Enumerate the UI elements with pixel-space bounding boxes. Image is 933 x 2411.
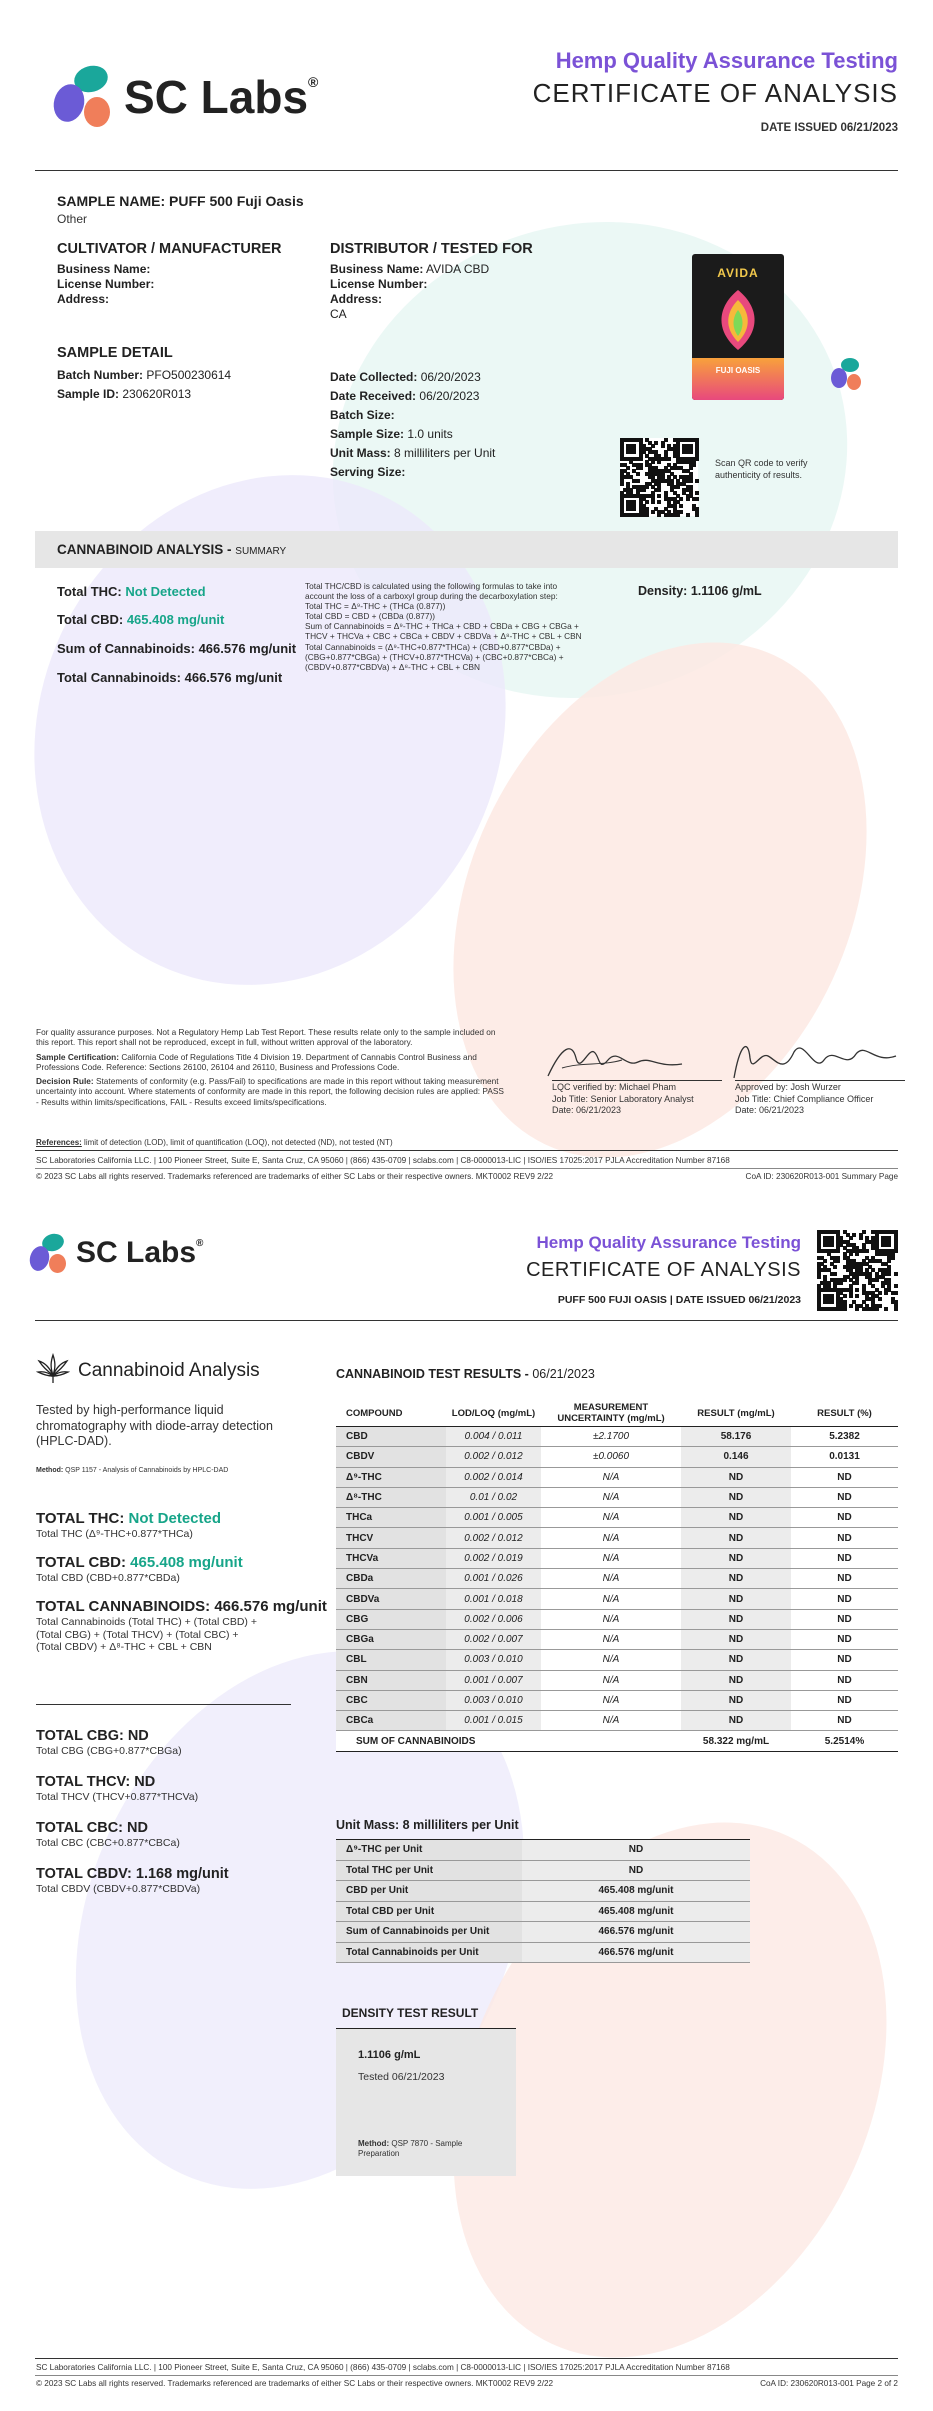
qr-module [887,1272,891,1276]
compound-cell: CBC [336,1690,446,1710]
per-unit-row [336,1942,750,1963]
result-mgml-cell: ND [681,1508,791,1528]
summary-total-thc: Total THC: Not Detected [57,584,206,599]
page2-footer-coa-id: CoA ID: 230620R013-001 Page 2 of 2 [760,2379,898,2388]
qr-module [679,504,683,508]
lod-loq-cell: 0.002 / 0.014 [446,1467,541,1487]
qr-module [695,491,699,495]
result-mgml-cell: 58.176 [681,1427,791,1447]
result-mgml-cell: ND [681,1670,791,1690]
density-method: Method: QSP 7870 - Sample Preparation [358,2139,463,2158]
sample-size-label: Sample Size: [330,427,405,441]
per-unit-row [336,1840,750,1861]
col-result-pct: RESULT (%) [791,1400,898,1427]
product-line-title-2: Hemp Quality Assurance Testing [536,1233,801,1252]
cultivator-address-label: Address: [57,292,110,306]
compound-cell: CBGa [336,1629,446,1649]
result-pct-cell: ND [791,1670,898,1690]
mini-logo-dot-coral [847,374,861,390]
total-cbdv-formula: Total CBDV (CBDV+0.877*CBDVa) [36,1883,201,1895]
results-row [336,1548,898,1568]
density-box [336,2028,516,2176]
compound-cell: Δ⁹-THC [336,1467,446,1487]
qr-module [642,488,646,492]
decision-rule: Decision Rule: Statements of conformity (e.g. Pass/Fail) to specifications are made in this report without taking measurement uncertainty into account. Where statements of conformity are made in this report, the following decision rules are applied: PASS - Results within limits/specifications, FAIL - Results exceed limits/specifications. [36,1076,504,1107]
results-row [336,1650,898,1670]
per-unit-label: CBD per Unit [336,1881,522,1902]
cultivator-section [57,240,337,307]
lod-loq-cell: 0.001 / 0.005 [446,1508,541,1528]
total-cbd: TOTAL CBD: 465.408 mg/unit [36,1554,243,1571]
qr-module [884,1307,888,1311]
lod-loq-cell: 0.001 / 0.007 [446,1670,541,1690]
qr-module [875,1278,879,1282]
qr-module [657,460,661,464]
logo-small-wordmark: SC Labs® [76,1236,204,1269]
result-pct-cell: 5.2382 [791,1427,898,1447]
distributor-address-value: CA [330,307,347,321]
total-cbc: TOTAL CBC: ND [36,1820,148,1836]
date-collected-label: Date Collected: [330,370,418,384]
qr-module [695,497,699,501]
result-pct-cell: ND [791,1629,898,1649]
result-mgml-cell: 0.146 [681,1447,791,1467]
total-thcv-formula: Total THCV (THCV+0.877*THCVa) [36,1791,199,1803]
sum-pct: 5.2514% [791,1731,898,1751]
left-totals [36,1510,336,1654]
summary-density: Density: 1.1106 g/mL [638,584,762,598]
page2-footer-copyright: © 2023 SC Labs all rights reserved. Trademarks referenced are trademarks of either SC Labs or their respective owners. MKT0002 REV9 2/22 [36,2379,554,2388]
lod-loq-cell: 0.001 / 0.015 [446,1711,541,1731]
compound-cell: CBL [336,1650,446,1670]
lod-loq-cell: 0.003 / 0.010 [446,1690,541,1710]
density-value: 1.1106 g/mL [358,2049,421,2061]
qr-module [657,500,661,504]
qr-module [639,457,643,461]
qr-module [855,1307,859,1311]
compound-cell: CBG [336,1609,446,1629]
unit-mass-label: Unit Mass: [330,446,391,460]
uncertainty-cell: N/A [541,1528,681,1548]
footer-divider [35,1150,898,1151]
per-unit-value: 466.576 mg/unit [522,1942,750,1963]
result-pct-cell: ND [791,1569,898,1589]
sample-detail-section [57,344,327,402]
logo-small-dot-coral [49,1254,66,1273]
qr-module [651,510,655,514]
date-received-value: 06/20/2023 [419,389,480,403]
results-row [336,1467,898,1487]
lod-loq-cell: 0.002 / 0.012 [446,1447,541,1467]
col-lod-loq: LOD/LOQ (mg/mL) [446,1400,541,1427]
qr-module [836,1249,840,1253]
qr-module [884,1291,888,1295]
qr-module [645,513,649,517]
qr-module [894,1307,898,1311]
sample-id-label: Sample ID: [57,387,120,401]
result-pct-cell: ND [791,1589,898,1609]
per-unit-row [336,1901,750,1922]
verification-qr-code-2[interactable] [817,1230,897,1310]
mini-logo-dot-purple [831,368,847,388]
per-unit-label: Total THC per Unit [336,1860,522,1881]
header-divider [35,170,898,171]
per-unit-value: 465.408 mg/unit [522,1881,750,1902]
certificate-title-2: CERTIFICATE OF ANALYSIS [526,1259,801,1281]
qr-module [667,457,671,461]
uncertainty-cell: N/A [541,1629,681,1649]
logo-dot-coral [84,97,110,127]
product-brand-text: AVIDA [717,266,759,280]
uncertainty-cell: N/A [541,1508,681,1528]
compound-cell: CBCa [336,1711,446,1731]
summary-totals [57,584,307,686]
results-row [336,1447,898,1467]
references-line: References: limit of detection (LOD), limit of quantification (LOQ), not detected (ND), not tested (NT) [36,1138,393,1147]
results-row [336,1711,898,1731]
mini-logo [829,356,869,396]
disclaimer-block [36,1027,506,1107]
sample-id-value: 230620R013 [122,387,192,401]
results-row [336,1670,898,1690]
results-row [336,1487,898,1507]
per-unit-value: 466.576 mg/unit [522,1922,750,1943]
qr-module [833,1265,837,1269]
result-pct-cell: ND [791,1528,898,1548]
per-unit-label: Total CBD per Unit [336,1901,522,1922]
qa-disclaimer: For quality assurance purposes. Not a Regulatory Hemp Lab Test Report. These results relate only to the sample included on this report. This report shall not be reproduced, except in full, without written approval of the laboratory. [36,1027,496,1048]
qr-module [676,513,680,517]
qr-module [695,513,699,517]
date-collected-value: 06/20/2023 [420,370,481,384]
results-row [336,1589,898,1609]
per-unit-row [336,1922,750,1943]
result-mgml-cell: ND [681,1528,791,1548]
hplc-description: Tested by high-performance liquid chromatography with diode-array detection (HPLC-DAD). [36,1403,273,1448]
col-compound: COMPOUND [336,1400,446,1427]
results-header-row [336,1400,898,1427]
uncertainty-cell: N/A [541,1589,681,1609]
qr-module [839,1281,843,1285]
results-row [336,1609,898,1629]
total-cannabinoids-formula: Total Cannabinoids (Total THC) + (Total CBD) + (Total CBG) + (Total THCV) + (Total CBC) + (Total CBDV) + Δ⁸-THC + CBL + CBN [36,1616,257,1653]
qr-module [894,1291,898,1295]
product-line-title: Hemp Quality Assurance Testing [555,48,898,73]
sum-of-cannabinoids-row [336,1731,898,1751]
compound-cell: CBDVa [336,1589,446,1609]
verification-qr-code[interactable] [620,438,698,516]
distributor-section [330,240,630,322]
per-unit-value: ND [522,1840,750,1861]
cannabinoid-analysis-heading: Cannabinoid Analysis [78,1360,260,1381]
compound-cell: CBDV [336,1447,446,1467]
distributor-license-label: License Number: [330,277,428,291]
qr-module [657,488,661,492]
qr-module [686,497,690,501]
result-pct-cell: ND [791,1609,898,1629]
product-flavor-band [692,358,784,400]
product-image [692,254,784,400]
result-mgml-cell: ND [681,1629,791,1649]
footer-coa-id: CoA ID: 230620R013-001 Summary Page [745,1172,898,1181]
qr-module [859,1236,863,1240]
footer-copyright: © 2023 SC Labs all rights reserved. Trademarks referenced are trademarks of either SC Labs or their respective owners. MKT0002 REV9 2/22 [36,1172,554,1181]
sample-size-value: 1.0 units [407,427,453,441]
qr-module [855,1281,859,1285]
distributor-address-label: Address: [330,292,383,306]
qr-module [894,1284,898,1288]
lod-loq-cell: 0.002 / 0.019 [446,1548,541,1568]
per-unit-label: Δ⁹-THC per Unit [336,1840,522,1861]
lod-loq-cell: 0.002 / 0.012 [446,1528,541,1548]
uncertainty-cell: ±2.1700 [541,1427,681,1447]
sc-labs-logo-small [30,1232,210,1280]
footer-address: SC Laboratories California LLC. | 100 Pioneer Street, Suite E, Santa Cruz, CA 95060 | (866) 435-0709 | sclabs.com | C8-0000013-LIC | ISO/IES 17025:2017 PJLA Accreditation Number 87168 [36,1156,730,1165]
date-received-label: Date Received: [330,389,417,403]
total-cannabinoids: TOTAL CANNABINOIDS: 466.576 mg/unit [36,1598,327,1615]
total-thc-formula: Total THC (Δ⁹-THC+0.877*THCa) [36,1528,193,1540]
qr-module [865,1249,869,1253]
cannabis-leaf-icon [36,1353,70,1387]
compound-cell: CBD [336,1427,446,1447]
per-unit-row [336,1881,750,1902]
uncertainty-cell: N/A [541,1548,681,1568]
distributor-heading: DISTRIBUTOR / TESTED FOR [330,241,533,257]
result-mgml-cell: ND [681,1711,791,1731]
result-pct-cell: 0.0131 [791,1447,898,1467]
qr-module [676,485,680,489]
sample-detail-heading: SAMPLE DETAIL [57,345,173,361]
qr-module [830,1243,834,1247]
cannabinoid-results-table [336,1400,898,1752]
total-cbdv: TOTAL CBDV: 1.168 mg/unit [36,1866,229,1882]
result-mgml-cell: ND [681,1650,791,1670]
signature-block-2: Approved by: Josh Wurzer Job Title: Chief Compliance Officer Date: 06/21/2023 [735,1080,905,1117]
result-mgml-cell: ND [681,1690,791,1710]
qr-module [878,1297,882,1301]
sample-certification: Sample Certification: California Code of Regulations Title 4 Division 19. Department of Cannabis Control Business and Professions Code. Reference: Sections 26100, 26104 and 26110, Business and Professions Code. [36,1051,477,1072]
density-tested-date: Tested 06/21/2023 [358,2071,445,2083]
qr-module [657,494,661,498]
total-cbg-formula: Total CBG (CBG+0.877*CBGa) [36,1745,182,1757]
uncertainty-cell: ±0.0060 [541,1447,681,1467]
batch-number-label: Batch Number: [57,368,144,382]
compound-cell: Δ⁸-THC [336,1487,446,1507]
unit-mass-value: 8 milliliters per Unit [394,446,496,460]
lod-loq-cell: 0.003 / 0.010 [446,1650,541,1670]
batch-number-value: PFO500230614 [146,368,232,382]
col-result-mgml: RESULT (mg/mL) [681,1400,791,1427]
qr-module [689,479,693,483]
uncertainty-cell: N/A [541,1670,681,1690]
compound-cell: CBN [336,1670,446,1690]
per-unit-row [336,1860,750,1881]
lod-loq-cell: 0.002 / 0.007 [446,1629,541,1649]
qr-module [875,1307,879,1311]
qr-module [894,1272,898,1276]
result-mgml-cell: ND [681,1609,791,1629]
uncertainty-cell: N/A [541,1690,681,1710]
qr-module [836,1259,840,1263]
per-unit-label: Total Cannabinoids per Unit [336,1942,522,1963]
compound-cell: THCa [336,1508,446,1528]
signature-josh-wurzer [724,1034,904,1084]
logo-wordmark: SC Labs® [124,71,319,123]
footer-divider-2 [35,1168,898,1169]
compound-cell: THCV [336,1528,446,1548]
sample-name: SAMPLE NAME: PUFF 500 Fuji Oasis [57,193,304,209]
lod-loq-cell: 0.001 / 0.018 [446,1589,541,1609]
results-row [336,1569,898,1589]
distributor-business-label: Business Name: [330,262,424,276]
qr-module [651,500,655,504]
per-unit-value: ND [522,1860,750,1881]
qr-module [855,1294,859,1298]
total-thc: TOTAL THC: Not Detected [36,1510,222,1527]
qr-caption: Scan QR code to verify authenticity of results. [715,458,808,480]
summary-total-cannabinoids: Total Cannabinoids: 466.576 mg/unit [57,670,283,685]
lod-loq-cell: 0.01 / 0.02 [446,1487,541,1507]
formula-notes: Total THC/CBD is calculated using the following formulas to take into account the loss of a carboxyl group during the decarboxylation step: Total THC = Δ⁹-THC + (THCa (0.877)) Total CBD = CBD + (CBDa (0.877)) Sum of Cannabinoids = Δ⁹-THC + THCa + CBD + CBDa + CBG + CBGa + THCV + THCVa + CBC + CBCa + CBDV + CBDVa + Δ⁸-THC + CBL + CBN Total Cannabinoids = (Δ⁹-THC+0.877*THCa) + (CBD+0.877*CBDa) + (CBG+0.877*CBGa) + (THCV+0.877*THCVa) + (CBC+0.877*CBCa) + (CBDV+0.877*CBDVa) + Δ⁸-THC + CBL + CBN [305,581,582,672]
uncertainty-cell: N/A [541,1467,681,1487]
result-mgml-cell: ND [681,1487,791,1507]
uncertainty-cell: N/A [541,1650,681,1670]
result-mgml-cell: ND [681,1548,791,1568]
test-results-heading: CANNABINOID TEST RESULTS - 06/21/2023 [336,1367,595,1381]
per-unit-value: 465.408 mg/unit [522,1901,750,1922]
qr-module [855,1252,859,1256]
qr-module [657,513,661,517]
summary-heading: CANNABINOID ANALYSIS - SUMMARY [57,542,287,557]
results-row [336,1629,898,1649]
qr-module [639,466,643,470]
uncertainty-cell: N/A [541,1487,681,1507]
result-pct-cell: ND [791,1711,898,1731]
qr-module [843,1307,847,1311]
batch-size-label: Batch Size: [330,408,395,422]
qr-module [636,472,640,476]
per-unit-table [336,1839,750,1963]
qr-module [632,450,636,454]
result-mgml-cell: ND [681,1569,791,1589]
qr-module [855,1288,859,1292]
uncertainty-cell: N/A [541,1569,681,1589]
qr-module [632,507,636,511]
qr-module [887,1243,891,1247]
result-pct-cell: ND [791,1487,898,1507]
signature-michael-pham [542,1038,692,1083]
result-pct-cell: ND [791,1508,898,1528]
results-row [336,1427,898,1447]
product-flavor-text: FUJI OASIS [715,366,761,375]
results-row [336,1508,898,1528]
compound-cell: THCVa [336,1548,446,1568]
total-cbd-formula: Total CBD (CBD+0.877*CBDa) [36,1572,180,1584]
summary-total-cbd: Total CBD: 465.408 mg/unit [57,612,225,627]
lod-loq-cell: 0.004 / 0.011 [446,1427,541,1447]
uncertainty-cell: N/A [541,1609,681,1629]
sum-label: SUM OF CANNABINOIDS [336,1731,681,1751]
summary-sum-cannabinoids: Sum of Cannabinoids: 466.576 mg/unit [57,641,297,656]
serving-size-label: Serving Size: [330,465,406,479]
cultivator-license-label: License Number: [57,277,155,291]
left-column-divider [36,1704,291,1705]
page2-subline: PUFF 500 FUJI OASIS | DATE ISSUED 06/21/2023 [557,1294,801,1306]
compound-cell: CBDa [336,1569,446,1589]
sum-mgml: 58.322 mg/mL [681,1731,791,1751]
coa-detail-page [0,1210,933,2411]
qr-module [636,479,640,483]
col-uncertainty: MEASUREMENT UNCERTAINTY (mg/mL) [541,1400,681,1427]
results-row [336,1690,898,1710]
distributor-business-value: AVIDA CBD [426,262,490,276]
qr-module [686,513,690,517]
qr-module [817,1275,821,1279]
qr-module [833,1272,837,1276]
qr-module [695,479,699,483]
left-minor-totals [36,1728,336,1896]
page2-footer-divider-2 [35,2375,898,2376]
qr-module [849,1304,853,1308]
method-line: Method: QSP 1157 - Analysis of Cannabinoids by HPLC-DAD [36,1467,229,1474]
sample-category: Other [57,212,88,226]
result-mgml-cell: ND [681,1589,791,1609]
result-pct-cell: ND [791,1690,898,1710]
result-pct-cell: ND [791,1467,898,1487]
qr-module [689,450,693,454]
density-heading: DENSITY TEST RESULT [342,2006,479,2020]
total-cbg: TOTAL CBG: ND [36,1728,149,1744]
page2-header-divider [35,1320,898,1321]
page2-footer-address: SC Laboratories California LLC. | 100 Pioneer Street, Suite E, Santa Cruz, CA 95060 | (866) 435-0709 | sclabs.com | C8-0000013-LIC | ISO/IES 17025:2017 PJLA Accreditation Number 87168 [36,2363,730,2372]
unit-mass-heading: Unit Mass: 8 milliliters per Unit [336,1818,519,1832]
sc-labs-logo [54,62,334,134]
date-issued: DATE ISSUED 06/21/2023 [760,122,898,134]
cultivator-business-label: Business Name: [57,262,151,276]
qr-module [849,1294,853,1298]
page2-footer-divider [35,2358,898,2359]
result-mgml-cell: ND [681,1467,791,1487]
signature-block-1: LQC verified by: Michael Pham Job Title: Senior Laboratory Analyst Date: 06/21/2023 [552,1080,722,1117]
total-thcv: TOTAL THCV: ND [36,1774,156,1790]
uncertainty-cell: N/A [541,1711,681,1731]
results-row [336,1528,898,1548]
qr-module [830,1300,834,1304]
qr-module [620,482,624,486]
total-cbc-formula: Total CBC (CBC+0.877*CBCa) [36,1837,180,1849]
product-leaf-graphic [692,286,784,356]
qr-module [661,444,665,448]
per-unit-label: Sum of Cannabinoids per Unit [336,1922,522,1943]
certificate-title: CERTIFICATE OF ANALYSIS [532,78,898,108]
sample-dates-section [330,370,630,480]
cultivator-heading: CULTIVATOR / MANUFACTURER [57,241,282,257]
result-pct-cell: ND [791,1548,898,1568]
result-pct-cell: ND [791,1650,898,1670]
lod-loq-cell: 0.002 / 0.006 [446,1609,541,1629]
lod-loq-cell: 0.001 / 0.026 [446,1569,541,1589]
